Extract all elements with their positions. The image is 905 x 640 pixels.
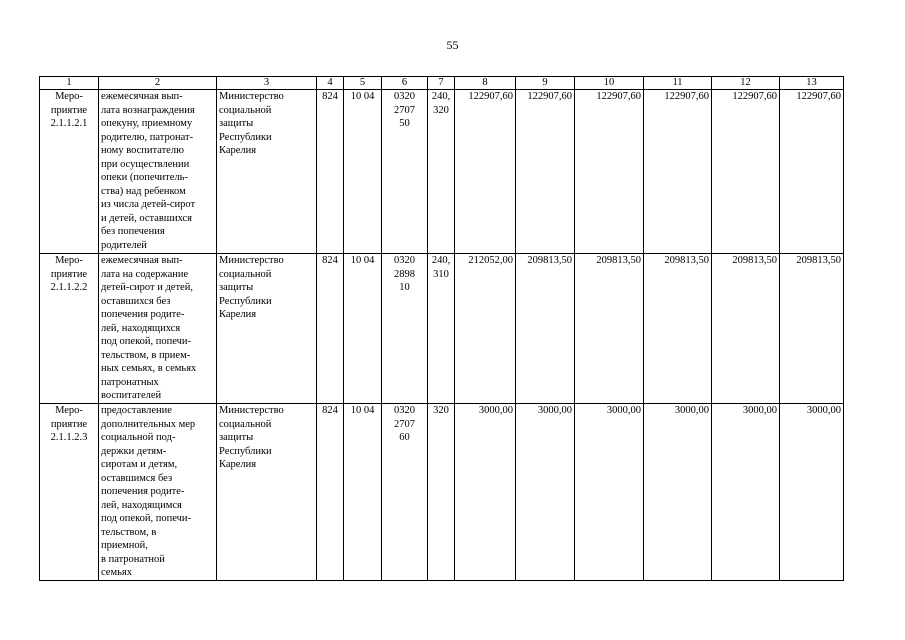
amount-cell: 3000,00 bbox=[575, 404, 644, 581]
ministry-cell: Министерство социальной защиты Республики Карелия bbox=[217, 254, 317, 404]
budget-table bbox=[39, 76, 844, 581]
amount-cell: 122907,60 bbox=[644, 90, 712, 254]
column-header: 3 bbox=[217, 77, 317, 90]
column-header: 11 bbox=[644, 77, 712, 90]
amount-cell: 209813,50 bbox=[780, 254, 844, 404]
table-row bbox=[40, 404, 844, 581]
column-header: 12 bbox=[712, 77, 780, 90]
column-header: 7 bbox=[428, 77, 455, 90]
column-header: 1 bbox=[40, 77, 99, 90]
measure-cell: Меро- приятие 2.1.1.2.1 bbox=[40, 90, 99, 254]
measure-cell: Меро- приятие 2.1.1.2.2 bbox=[40, 254, 99, 404]
column-header: 13 bbox=[780, 77, 844, 90]
table-row bbox=[40, 254, 844, 404]
section-cell: 10 04 bbox=[344, 404, 382, 581]
description-cell: предоставление дополнительных мер социальной под- держки детям- сиротам и детям, оставшимся без попечения родите- лей, находящимся под опекой, попечи- тельством, в приемной, в патронатной семьях bbox=[99, 404, 217, 581]
amount-cell: 122907,60 bbox=[516, 90, 575, 254]
expense-type-cell: 240, 310 bbox=[428, 254, 455, 404]
description-cell: ежемесячная вып- лата на содержание детей-сирот и детей, оставшихся без попечения родите- лей, находящихся под опекой, попечи- тельством, в прием- ных семьях, в семьях патронатных воспитателей bbox=[99, 254, 217, 404]
amount-cell: 3000,00 bbox=[455, 404, 516, 581]
target-code-cell: 0320 2707 60 bbox=[382, 404, 428, 581]
amount-cell: 209813,50 bbox=[516, 254, 575, 404]
column-header: 5 bbox=[344, 77, 382, 90]
amount-cell: 209813,50 bbox=[712, 254, 780, 404]
section-cell: 10 04 bbox=[344, 90, 382, 254]
amount-cell: 122907,60 bbox=[780, 90, 844, 254]
amount-cell: 3000,00 bbox=[644, 404, 712, 581]
target-code-cell: 0320 2707 50 bbox=[382, 90, 428, 254]
column-header: 4 bbox=[317, 77, 344, 90]
ministry-cell: Министерство социальной защиты Республики Карелия bbox=[217, 404, 317, 581]
amount-cell: 122907,60 bbox=[575, 90, 644, 254]
amount-cell: 212052,00 bbox=[455, 254, 516, 404]
amount-cell: 209813,50 bbox=[644, 254, 712, 404]
measure-cell: Меро- приятие 2.1.1.2.3 bbox=[40, 404, 99, 581]
expense-type-cell: 320 bbox=[428, 404, 455, 581]
column-header: 9 bbox=[516, 77, 575, 90]
column-header: 10 bbox=[575, 77, 644, 90]
column-number-row bbox=[40, 77, 844, 90]
expense-type-cell: 240, 320 bbox=[428, 90, 455, 254]
description-cell: ежемесячная вып- лата вознаграждения опекуну, приемному родителю, патронат- ному воспитателю при осуществлении опеки (попечитель- ства) над ребенком из числа детей-сирот и детей, оставшихся без попечения родителей bbox=[99, 90, 217, 254]
code-cell: 824 bbox=[317, 254, 344, 404]
amount-cell: 3000,00 bbox=[516, 404, 575, 581]
amount-cell: 3000,00 bbox=[712, 404, 780, 581]
code-cell: 824 bbox=[317, 404, 344, 581]
column-header: 8 bbox=[455, 77, 516, 90]
page-number: 55 bbox=[446, 38, 459, 52]
table-row bbox=[40, 90, 844, 254]
amount-cell: 122907,60 bbox=[455, 90, 516, 254]
amount-cell: 209813,50 bbox=[575, 254, 644, 404]
target-code-cell: 0320 2898 10 bbox=[382, 254, 428, 404]
ministry-cell: Министерство социальной защиты Республики Карелия bbox=[217, 90, 317, 254]
amount-cell: 3000,00 bbox=[780, 404, 844, 581]
amount-cell: 122907,60 bbox=[712, 90, 780, 254]
section-cell: 10 04 bbox=[344, 254, 382, 404]
column-header: 2 bbox=[99, 77, 217, 90]
column-header: 6 bbox=[382, 77, 428, 90]
code-cell: 824 bbox=[317, 90, 344, 254]
